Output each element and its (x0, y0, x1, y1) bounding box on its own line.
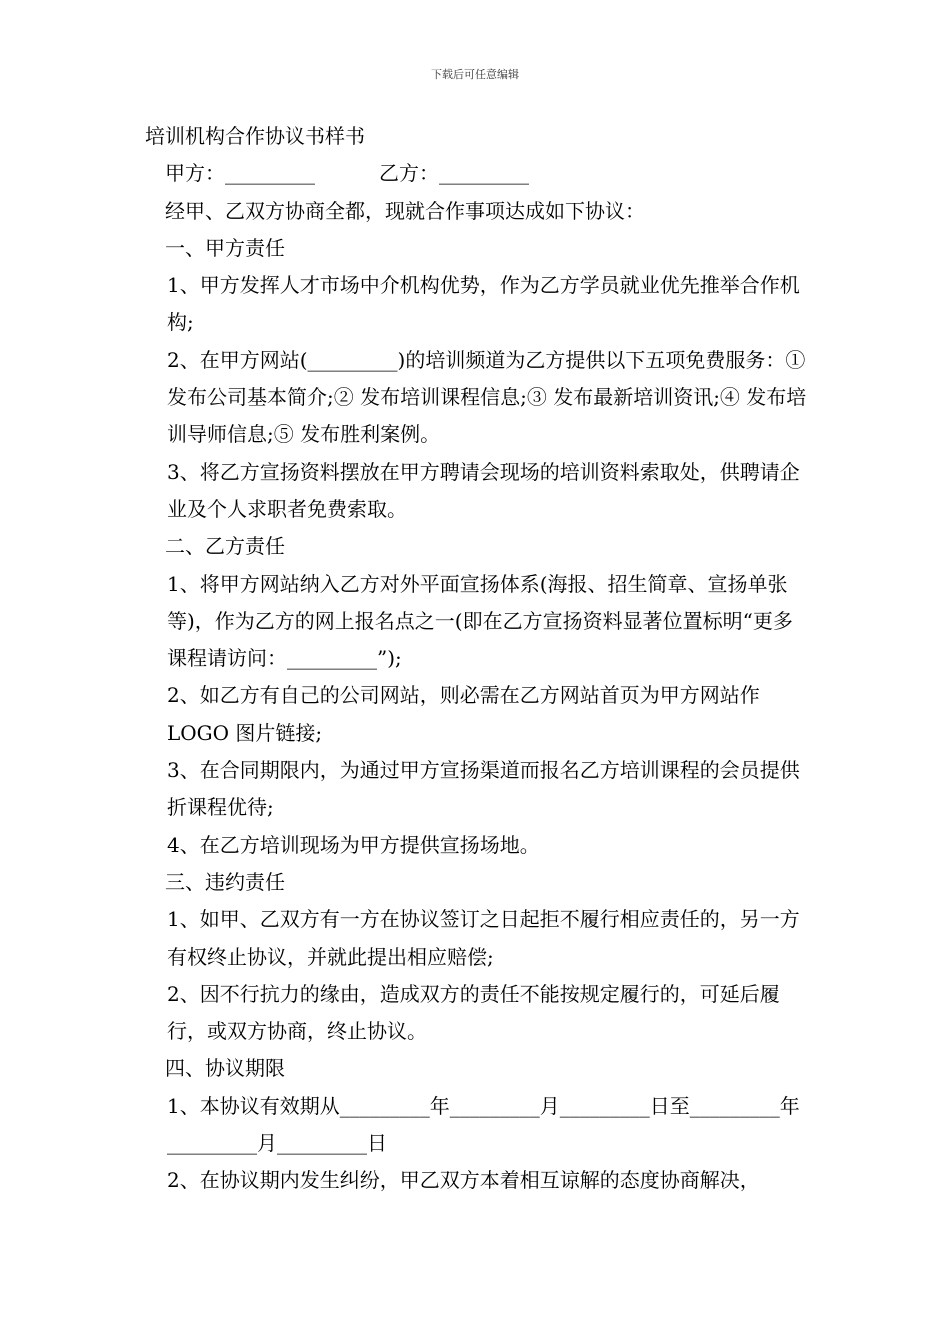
section-heading: 一、甲方责任 (165, 235, 285, 260)
clause-paragraph: 2、在甲方网站(_________)的培训频道为乙方提供以下五项免费服务：① 发布公司基本简介;② 发布培训课程信息;③ 发布最新培训资讯;④ 发布培训导师信息;⑤ 发布胜利案例。 (167, 347, 807, 447)
section-heading: 二、乙方责任 (165, 534, 285, 559)
clause-paragraph: 2、在协议期内发生纠纷，甲乙双方本着相互谅解的态度协商解决， (167, 1168, 760, 1193)
intro-paragraph: 经甲、乙双方协商全都，现就合作事项达成如下协议： (165, 198, 645, 223)
clause-paragraph: 1、甲方发挥人才市场中介机构优势，作为乙方学员就业优先推举合作机构; (167, 273, 800, 335)
parties-line (145, 155, 810, 192)
clause-paragraph: 2、因不行抗力的缘由，造成双方的责任不能按规定履行的，可延后履行，或双方协商，终止协议。 (167, 981, 780, 1044)
section-heading: 三、违约责任 (165, 869, 285, 894)
clause-paragraph: 4、在乙方培训现场为甲方提供宣扬场地。 (167, 832, 540, 857)
page-header: 下载后可任意编辑 (431, 68, 519, 81)
clause-paragraph: 1、如甲、乙双方有一方在协议签订之日起拒不履行相应责任的，另一方有权终止协议，并就此提出相应赔偿; (167, 907, 800, 969)
clause-paragraph: 1、本协议有效期从_________年_________月_________日至_________年_________月_________日 (167, 1093, 800, 1156)
clause-paragraph: 1、将甲方网站纳入乙方对外平面宣扬体系(海报、招生简章、宣扬单张等)，作为乙方的网上报名点之一(即在乙方宣扬资料显著位置标明“更多课程请访问：_________”); (167, 571, 793, 671)
document-body (145, 118, 810, 1200)
party-b-field: 乙方：_________ (379, 161, 529, 186)
document-title: 培训机构合作协议书样书 (145, 124, 365, 148)
clause-paragraph: 2、如乙方有自己的公司网站，则必需在乙方网站首页为甲方网站作 LOGO 图片链接; (167, 683, 760, 745)
party-a-field: 甲方：_________ (165, 161, 315, 186)
clause-paragraph: 3、将乙方宣扬资料摆放在甲方聘请会现场的培训资料索取处，供聘请企业及个人求职者免费索取。 (167, 459, 800, 521)
section-heading: 四、协议期限 (165, 1056, 285, 1081)
clause-paragraph: 3、在合同期限内，为通过甲方宣扬渠道而报名乙方培训课程的会员提供 折课程优待; (167, 758, 800, 820)
